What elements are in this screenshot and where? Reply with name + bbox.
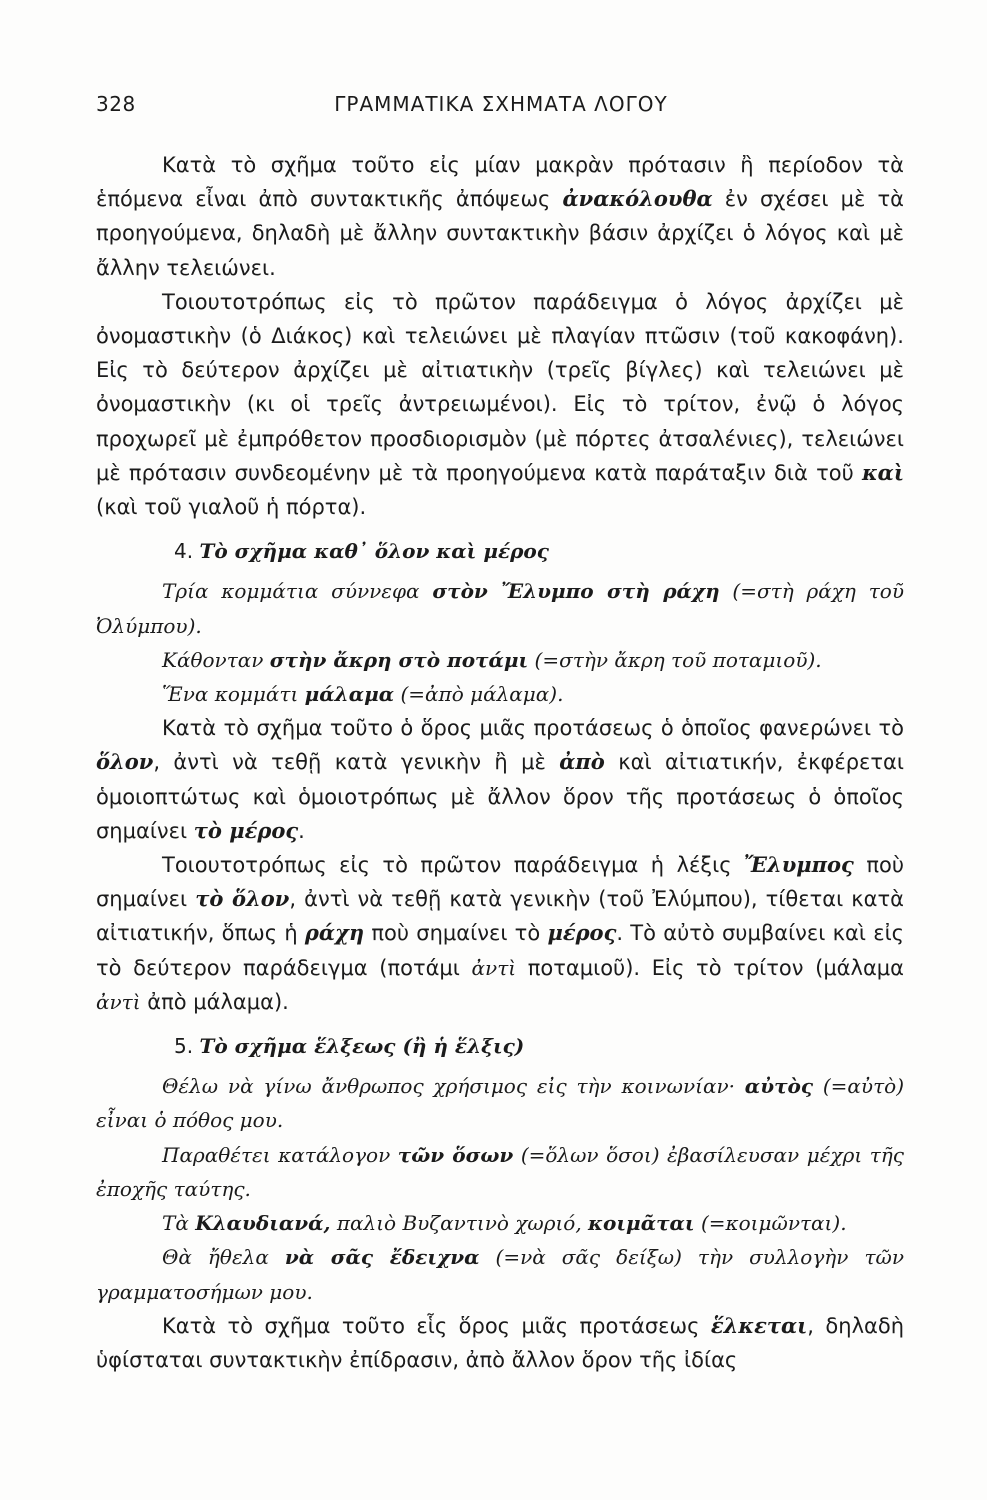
section-title: Τὸ σχῆμα ἕλξεως (ἢ ἡ ἕλξις): [199, 1034, 525, 1059]
example-potami: Κάθονταν στὴν ἄκρη στὸ ποτάμι (=στὴν ἄκρη τοῦ ποταμιοῦ).: [162, 647, 822, 672]
example-katalogon: Παραθέτει κατάλογον τῶν ὅσων (=ὅλων ὅσοι) ἐβασίλευσαν μέχρι τῆς ἐποχῆς ταύτης.: [96, 1142, 904, 1201]
running-title: ΓΡΑΜΜΑΤΙΚΑ ΣΧΗΜΑΤΑ ΛΟΓΟΥ: [334, 92, 668, 116]
term-kai: καὶ: [861, 459, 904, 485]
term-anakoloutha: ἀνακόλουθα: [562, 186, 713, 212]
example-grammatosima: Θὰ ἤθελα νὰ σᾶς ἔδειχνα (=νὰ σᾶς δείξω) τὴν συλλογὴν τῶν γραμματοσήμων μου.: [96, 1245, 904, 1304]
section-heading-4: [96, 534, 904, 568]
page-number: 328: [96, 92, 136, 116]
paragraph-anacoluthon: Κατὰ τὸ σχῆμα τοῦτο εἰς μίαν μακρὰν πρότασιν ἢ περίοδον τὰ ἑπόμενα εἶναι ἀπὸ συντακτικῆς ἀπόψεως ἀνακόλουθα ἐν σχέσει μὲ τὰ προηγούμενα, δηλαδὴ μὲ ἄλλην συντακτικὴν βάσιν ἀρχίζει ὁ λόγος καὶ μὲ ἄλλην τελειώνει.: [96, 153, 904, 280]
section-title: Τὸ σχῆμα καθ᾽ ὅλον καὶ μέρος: [199, 539, 549, 564]
example-malama: Ἕνα κομμάτι μάλαμα (=ἀπὸ μάλαμα).: [162, 682, 564, 707]
section-heading-5: [96, 1029, 904, 1063]
example-elympos: Τρία κομμάτια σύννεφα στὸν Ἔλυμπο στὴ ράχη (=στὴ ράχη τοῦ Ὀλύμπου).: [96, 579, 904, 638]
paragraph-explanation-2: Τοιουτοτρόπως εἰς τὸ πρῶτον παράδειγμα ἡ λέξις Ἔλυμπος ποὺ σημαίνει τὸ ὅλον, ἀντὶ νὰ τεθῇ κατὰ γενικὴν (τοῦ Ἐλύμπου), τίθεται κατὰ αἰτιατικήν, ὅπως ἡ ράχη ποὺ σημαίνει τὸ μέρος. Τὸ αὐτὸ συμβαίνει καὶ εἰς τὸ δεύτερον παράδειγμα (ποτάμι ἀντὶ ποταμιοῦ). Εἰς τὸ τρίτον (μάλαμα ἀντὶ ἀπὸ μάλαμα).: [96, 852, 905, 1014]
page-body: [96, 148, 904, 1377]
paragraph-explanation-1: Τοιουτοτρόπως εἰς τὸ πρῶτον παράδειγμα ὁ λόγος ἀρχίζει μὲ ὀνομαστικὴν (ὁ Διάκος) καὶ τελειώνει μὲ πλαγίαν πτῶσιν (τοῦ κακοφάνη). Εἰς τὸ δεύτερον ἀρχίζει μὲ αἰτιατικὴν (τρεῖς βίγλες) καὶ τελειώνει μὲ ὀνομαστικὴν (κι οἱ τρεῖς ἀντρειωμένοι). Εἰς τὸ τρίτον, ἐνῷ ὁ λόγος προχωρεῖ μὲ ἐμπρόθετον προσδιορισμὸν (μὲ πόρτες ἀτσαλένιες), τελειώνει μὲ πρότασιν συνδεομένην μὲ τὰ προηγούμενα κατὰ παράταξιν διὰ τοῦ καὶ (καὶ τοῦ γιαλοῦ ἡ πόρτα).: [96, 289, 904, 520]
paragraph-kath-olon-definition: Κατὰ τὸ σχῆμα τοῦτο ὁ ὅρος μιᾶς προτάσεως ὁ ὁποῖος φανερώνει τὸ ὅλον, ἀντὶ νὰ τεθῇ κατὰ γενικὴν ἢ μὲ ἀπὸ καὶ αἰτιατικήν, ἐκφέρεται ὁμοιοπτώτως καὶ ὁμοιοτρόπως μὲ ἄλλον ὅρον τῆς προτάσεως ὁ ὁποῖος σημαίνει τὸ μέρος.: [96, 716, 905, 843]
page-header: [96, 88, 906, 122]
section-number: 5.: [174, 1034, 194, 1059]
paragraph-elxis-definition: Κατὰ τὸ σχῆμα τοῦτο εἷς ὅρος μιᾶς προτάσεως ἕλκεται, δηλαδὴ ὑφίσταται συντακτικὴν ἐπίδρασιν, ἀπὸ ἄλλον ὅρον τῆς ἰδίας: [96, 1312, 904, 1372]
example-anthropos: Θέλω νὰ γίνω ἄνθρωπος χρήσιμος εἰς τὴν κοινωνίαν· αὐτὸς (=αὐτὸ) εἶναι ὁ πόθος μου.: [96, 1074, 904, 1133]
example-klaudiana: Τὰ Κλαυδιανά, παλιὸ Βυζαντινὸ χωριό, κοιμᾶται (=κοιμῶνται).: [162, 1211, 847, 1236]
section-number: 4.: [174, 539, 194, 564]
